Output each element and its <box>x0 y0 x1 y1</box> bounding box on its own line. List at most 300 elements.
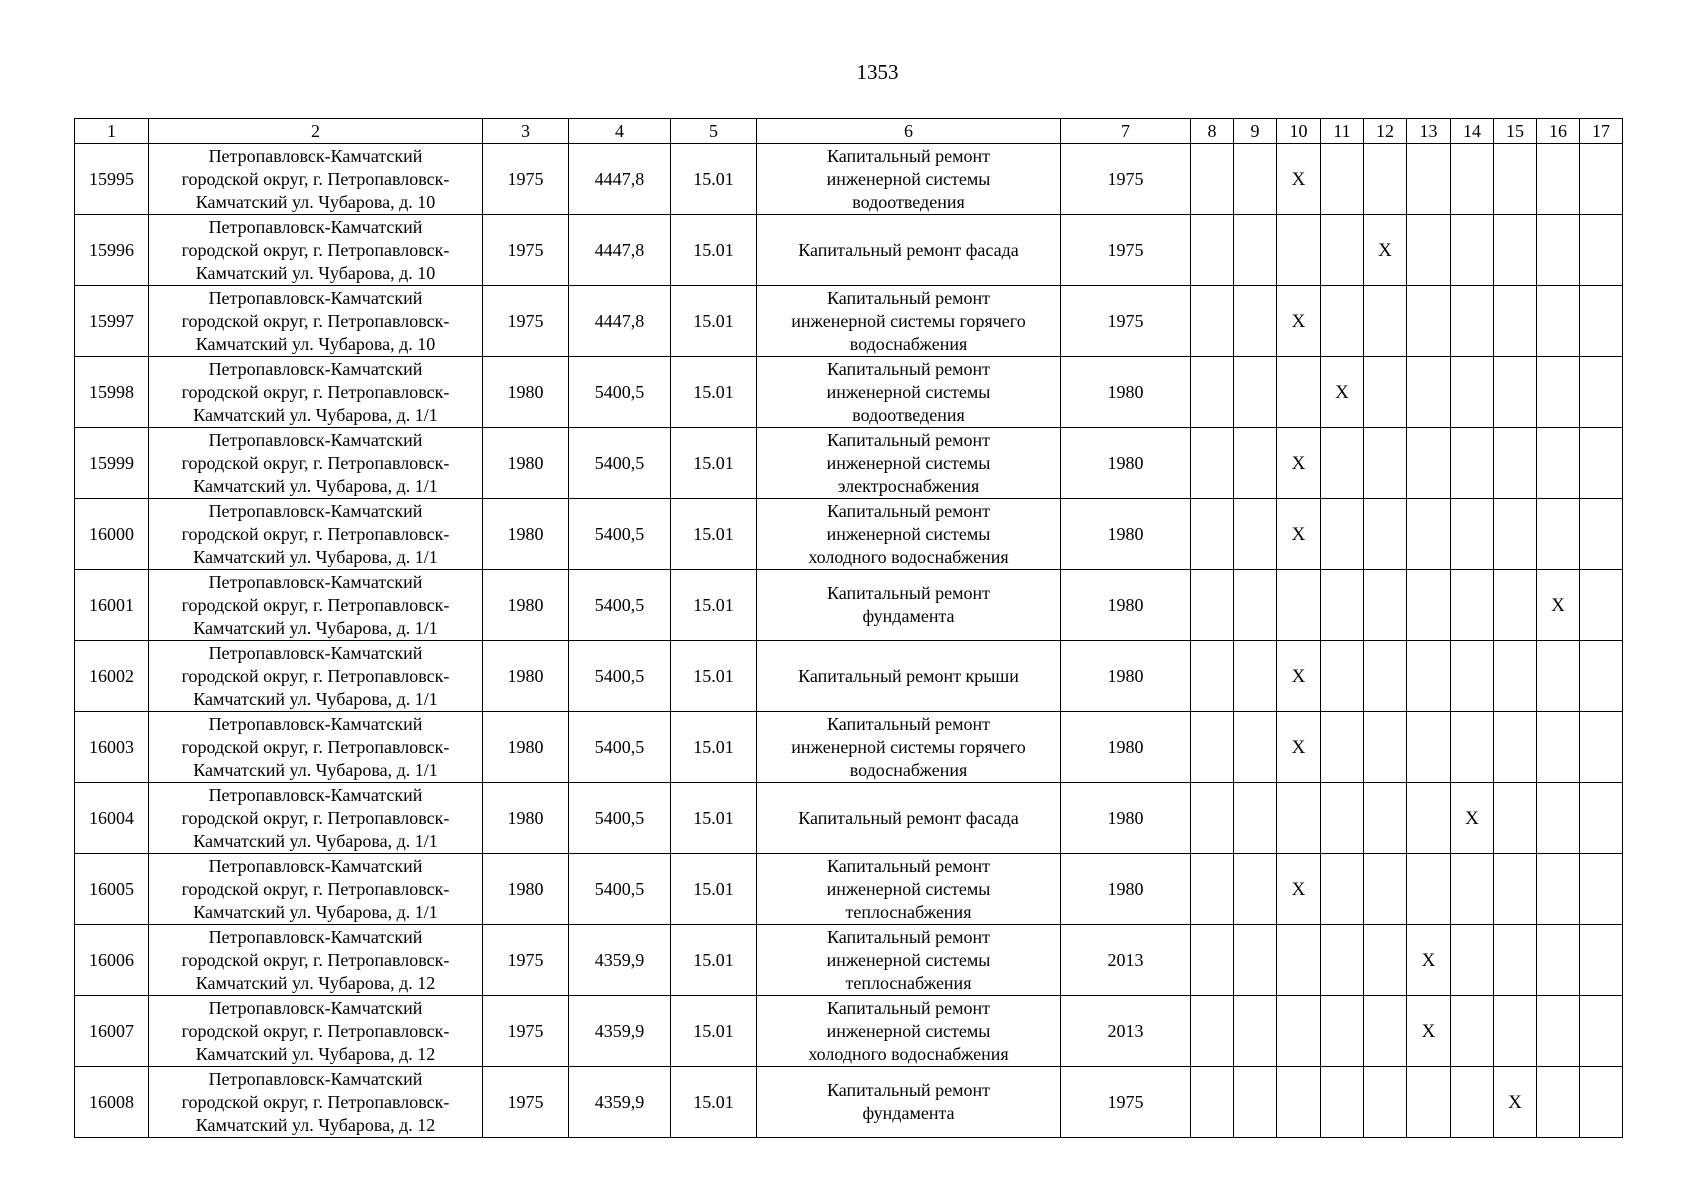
period-cell-8 <box>1191 712 1234 783</box>
code-cell: 15.01 <box>671 925 757 996</box>
column-header: 7 <box>1061 119 1191 144</box>
period-cell-10 <box>1277 1067 1321 1138</box>
period-cell-10 <box>1277 499 1321 570</box>
address-line: Камчатский ул. Чубарова, д. 1/1 <box>193 404 438 425</box>
period-cell-15 <box>1494 499 1537 570</box>
area-cell: 4447,8 <box>569 144 671 215</box>
work-type-cell <box>757 854 1061 925</box>
x-mark: X <box>1421 1020 1436 1042</box>
period-cell-15 <box>1494 357 1537 428</box>
period-cell-12 <box>1364 144 1407 215</box>
address-cell <box>149 357 483 428</box>
repair-year-cell: 1980 <box>1061 357 1191 428</box>
period-cell-15 <box>1494 428 1537 499</box>
period-cell-10 <box>1277 996 1321 1067</box>
address-cell <box>149 783 483 854</box>
period-cell-8 <box>1191 286 1234 357</box>
x-mark: X <box>1335 381 1349 403</box>
address-line: городской округ, г. Петропавловск- <box>181 310 450 331</box>
x-mark: X <box>1291 168 1306 190</box>
work-type-line: инженерной системы горячего <box>791 736 1026 757</box>
column-header: 16 <box>1537 119 1580 144</box>
period-cell-17 <box>1580 641 1623 712</box>
work-type-line: инженерной системы <box>826 452 991 473</box>
work-type-cell <box>757 712 1061 783</box>
period-cell-10 <box>1277 641 1321 712</box>
table-row <box>75 854 1623 925</box>
work-type-cell <box>757 499 1061 570</box>
address-line: городской округ, г. Петропавловск- <box>181 452 450 473</box>
period-cell-15 <box>1494 215 1537 286</box>
work-type-cell <box>757 996 1061 1067</box>
work-type-line: инженерной системы <box>826 878 991 899</box>
work-type-line: Капитальный ремонт <box>827 358 990 379</box>
work-type-line: инженерной системы <box>826 523 991 544</box>
period-cell-8 <box>1191 144 1234 215</box>
period-cell-15 <box>1494 570 1537 641</box>
work-type-line: Капитальный ремонт <box>827 1080 990 1100</box>
table-row <box>75 996 1623 1067</box>
address-line: Петропавловск-Камчатский <box>208 1068 423 1089</box>
address-line: городской округ, г. Петропавловск- <box>181 168 450 189</box>
period-cell-16 <box>1537 783 1580 854</box>
period-cell-11 <box>1321 428 1364 499</box>
code-cell: 15.01 <box>671 854 757 925</box>
address-line: Петропавловск-Камчатский <box>208 926 423 947</box>
period-cell-12 <box>1364 570 1407 641</box>
row-number-cell: 16007 <box>75 996 149 1067</box>
period-cell-16 <box>1537 996 1580 1067</box>
address-line: городской округ, г. Петропавловск- <box>181 594 450 615</box>
period-cell-16 <box>1537 712 1580 783</box>
address-line: городской округ, г. Петропавловск- <box>181 878 450 899</box>
period-cell-11 <box>1321 144 1364 215</box>
period-cell-14 <box>1451 215 1494 286</box>
period-cell-13 <box>1407 286 1451 357</box>
x-mark: X <box>1508 1091 1522 1113</box>
period-cell-13 <box>1407 712 1451 783</box>
period-cell-13 <box>1407 996 1451 1067</box>
build-year-cell: 1975 <box>483 144 569 215</box>
period-cell-9 <box>1234 144 1277 215</box>
build-year-cell: 1980 <box>483 357 569 428</box>
address-line: городской округ, г. Петропавловск- <box>181 807 450 828</box>
table-row <box>75 144 1623 215</box>
period-cell-8 <box>1191 1067 1234 1138</box>
column-header: 11 <box>1321 119 1364 144</box>
column-header: 12 <box>1364 119 1407 144</box>
column-header: 9 <box>1234 119 1277 144</box>
work-type-line: теплоснабжения <box>845 901 972 922</box>
period-cell-17 <box>1580 428 1623 499</box>
period-cell-8 <box>1191 925 1234 996</box>
address-line: Петропавловск-Камчатский <box>208 429 423 450</box>
work-type-line: Капитальный ремонт <box>827 997 990 1018</box>
address-cell <box>149 428 483 499</box>
period-cell-9 <box>1234 215 1277 286</box>
area-cell: 5400,5 <box>569 428 671 499</box>
column-header: 10 <box>1277 119 1321 144</box>
address-line: Камчатский ул. Чубарова, д. 1/1 <box>193 546 438 567</box>
area-cell: 5400,5 <box>569 783 671 854</box>
address-line: Петропавловск-Камчатский <box>208 145 423 166</box>
period-cell-9 <box>1234 641 1277 712</box>
repair-year-cell: 1980 <box>1061 570 1191 641</box>
period-cell-10 <box>1277 215 1321 286</box>
build-year-cell: 1980 <box>483 641 569 712</box>
row-number-cell: 15998 <box>75 357 149 428</box>
period-cell-16 <box>1537 357 1580 428</box>
address-cell <box>149 925 483 996</box>
period-cell-16 <box>1537 428 1580 499</box>
code-cell: 15.01 <box>671 144 757 215</box>
period-cell-14 <box>1451 996 1494 1067</box>
period-cell-12 <box>1364 286 1407 357</box>
table-row <box>75 499 1623 570</box>
period-cell-12 <box>1364 641 1407 712</box>
period-cell-14 <box>1451 641 1494 712</box>
period-cell-11 <box>1321 925 1364 996</box>
work-type-cell <box>757 357 1061 428</box>
period-cell-17 <box>1580 854 1623 925</box>
repair-year-cell: 2013 <box>1061 996 1191 1067</box>
work-type-cell <box>757 783 1061 854</box>
period-cell-17 <box>1580 712 1623 783</box>
address-line: городской округ, г. Петропавловск- <box>181 736 450 757</box>
period-cell-17 <box>1580 996 1623 1067</box>
repair-year-cell: 1975 <box>1061 286 1191 357</box>
period-cell-16 <box>1537 570 1580 641</box>
row-number-cell: 16006 <box>75 925 149 996</box>
period-cell-10 <box>1277 428 1321 499</box>
repair-year-cell: 1980 <box>1061 428 1191 499</box>
period-cell-14 <box>1451 499 1494 570</box>
period-cell-15 <box>1494 712 1537 783</box>
period-cell-12 <box>1364 357 1407 428</box>
period-cell-9 <box>1234 428 1277 499</box>
period-cell-9 <box>1234 286 1277 357</box>
period-cell-16 <box>1537 641 1580 712</box>
column-header: 13 <box>1407 119 1451 144</box>
address-line: Петропавловск-Камчатский <box>208 642 423 663</box>
address-cell <box>149 854 483 925</box>
address-line: Камчатский ул. Чубарова, д. 1/1 <box>193 617 438 638</box>
work-type-cell <box>757 286 1061 357</box>
row-number-cell: 16000 <box>75 499 149 570</box>
period-cell-15 <box>1494 996 1537 1067</box>
period-cell-9 <box>1234 925 1277 996</box>
period-cell-11 <box>1321 357 1364 428</box>
period-cell-12 <box>1364 499 1407 570</box>
repair-year-cell: 2013 <box>1061 925 1191 996</box>
work-type-line: Капитальный ремонт <box>827 145 990 166</box>
code-cell: 15.01 <box>671 641 757 712</box>
column-header: 2 <box>149 119 483 144</box>
period-cell-17 <box>1580 925 1623 996</box>
address-cell <box>149 570 483 641</box>
code-cell: 15.01 <box>671 570 757 641</box>
table-row <box>75 712 1623 783</box>
period-cell-14 <box>1451 854 1494 925</box>
repair-year-cell: 1975 <box>1061 1067 1191 1138</box>
period-cell-14 <box>1451 712 1494 783</box>
work-type-line: инженерной системы горячего <box>791 310 1026 331</box>
table-row <box>75 925 1623 996</box>
period-cell-8 <box>1191 357 1234 428</box>
period-cell-8 <box>1191 428 1234 499</box>
address-line: городской округ, г. Петропавловск- <box>181 239 450 260</box>
period-cell-17 <box>1580 570 1623 641</box>
period-cell-17 <box>1580 357 1623 428</box>
area-cell: 4447,8 <box>569 286 671 357</box>
period-cell-12 <box>1364 783 1407 854</box>
work-type-line: холодного водоснабжения <box>808 546 1009 567</box>
period-cell-12 <box>1364 854 1407 925</box>
period-cell-14 <box>1451 925 1494 996</box>
row-number-cell: 15996 <box>75 215 149 286</box>
address-cell <box>149 215 483 286</box>
work-type-line: Капитальный ремонт <box>827 429 990 450</box>
column-header-row <box>75 119 1623 144</box>
period-cell-11 <box>1321 641 1364 712</box>
table-row <box>75 783 1623 854</box>
work-type-line: Капитальный ремонт фасада <box>798 807 1019 828</box>
period-cell-17 <box>1580 1067 1623 1138</box>
table-row <box>75 215 1623 286</box>
period-cell-13 <box>1407 783 1451 854</box>
period-cell-14 <box>1451 783 1494 854</box>
address-line: Петропавловск-Камчатский <box>208 855 423 876</box>
address-cell <box>149 1067 483 1138</box>
work-type-line: электроснабжения <box>837 475 980 496</box>
period-cell-11 <box>1321 854 1364 925</box>
row-number-cell: 16003 <box>75 712 149 783</box>
address-line: Камчатский ул. Чубарова, д. 10 <box>195 262 436 283</box>
period-cell-9 <box>1234 499 1277 570</box>
address-line: Камчатский ул. Чубарова, д. 1/1 <box>193 759 438 780</box>
x-mark: X <box>1291 878 1306 900</box>
work-type-line: фундамента <box>862 1103 955 1123</box>
period-cell-17 <box>1580 499 1623 570</box>
period-cell-15 <box>1494 925 1537 996</box>
address-line: Петропавловск-Камчатский <box>208 997 423 1018</box>
period-cell-9 <box>1234 712 1277 783</box>
build-year-cell: 1980 <box>483 428 569 499</box>
table-row <box>75 286 1623 357</box>
period-cell-17 <box>1580 215 1623 286</box>
build-year-cell: 1975 <box>483 1067 569 1138</box>
period-cell-10 <box>1277 712 1321 783</box>
period-cell-16 <box>1537 144 1580 215</box>
address-cell <box>149 286 483 357</box>
build-year-cell: 1975 <box>483 286 569 357</box>
period-cell-9 <box>1234 1067 1277 1138</box>
table-row <box>75 1067 1623 1138</box>
x-mark: X <box>1291 736 1306 758</box>
period-cell-8 <box>1191 783 1234 854</box>
period-cell-14 <box>1451 570 1494 641</box>
period-cell-12 <box>1364 1067 1407 1138</box>
column-header: 4 <box>569 119 671 144</box>
period-cell-13 <box>1407 144 1451 215</box>
area-cell: 5400,5 <box>569 641 671 712</box>
work-type-line: инженерной системы <box>826 381 991 402</box>
work-type-cell <box>757 925 1061 996</box>
period-cell-11 <box>1321 215 1364 286</box>
period-cell-16 <box>1537 1067 1580 1138</box>
period-cell-9 <box>1234 570 1277 641</box>
repair-year-cell: 1975 <box>1061 215 1191 286</box>
period-cell-17 <box>1580 783 1623 854</box>
area-cell: 5400,5 <box>569 499 671 570</box>
area-cell: 4359,9 <box>569 925 671 996</box>
table-row <box>75 428 1623 499</box>
period-cell-14 <box>1451 286 1494 357</box>
code-cell: 15.01 <box>671 357 757 428</box>
row-number-cell: 16001 <box>75 570 149 641</box>
address-cell <box>149 144 483 215</box>
period-cell-8 <box>1191 641 1234 712</box>
period-cell-13 <box>1407 641 1451 712</box>
work-type-line: фундамента <box>862 606 955 626</box>
address-line: Камчатский ул. Чубарова, д. 10 <box>195 333 436 354</box>
row-number-cell: 16008 <box>75 1067 149 1138</box>
row-number-cell: 15995 <box>75 144 149 215</box>
address-line: Петропавловск-Камчатский <box>208 784 423 805</box>
period-cell-12 <box>1364 215 1407 286</box>
work-type-line: водоснабжения <box>849 333 968 354</box>
repair-year-cell: 1980 <box>1061 854 1191 925</box>
address-line: Петропавловск-Камчатский <box>208 287 423 308</box>
area-cell: 5400,5 <box>569 357 671 428</box>
period-cell-17 <box>1580 286 1623 357</box>
area-cell: 5400,5 <box>569 712 671 783</box>
address-line: Петропавловск-Камчатский <box>208 500 423 521</box>
address-line: городской округ, г. Петропавловск- <box>181 1020 450 1041</box>
registry-table <box>74 118 1623 1138</box>
column-header: 8 <box>1191 119 1234 144</box>
period-cell-14 <box>1451 1067 1494 1138</box>
work-type-line: Капитальный ремонт крыши <box>798 665 1019 686</box>
period-cell-11 <box>1321 570 1364 641</box>
period-cell-9 <box>1234 854 1277 925</box>
row-number-cell: 15999 <box>75 428 149 499</box>
page-number: 1353 <box>856 60 899 84</box>
row-number-cell: 15997 <box>75 286 149 357</box>
period-cell-16 <box>1537 215 1580 286</box>
period-cell-9 <box>1234 996 1277 1067</box>
code-cell: 15.01 <box>671 286 757 357</box>
work-type-line: инженерной системы <box>826 1020 991 1041</box>
address-line: Петропавловск-Камчатский <box>208 713 423 734</box>
x-mark: X <box>1291 452 1306 474</box>
address-cell <box>149 996 483 1067</box>
build-year-cell: 1980 <box>483 854 569 925</box>
address-line: Петропавловск-Камчатский <box>208 216 423 237</box>
area-cell: 4359,9 <box>569 1067 671 1138</box>
work-type-line: холодного водоснабжения <box>808 1043 1009 1064</box>
code-cell: 15.01 <box>671 783 757 854</box>
period-cell-13 <box>1407 854 1451 925</box>
code-cell: 15.01 <box>671 996 757 1067</box>
table-row <box>75 570 1623 641</box>
work-type-line: водоотведения <box>852 191 965 212</box>
repair-year-cell: 1975 <box>1061 144 1191 215</box>
address-line: Камчатский ул. Чубарова, д. 12 <box>195 972 436 993</box>
area-cell: 4359,9 <box>569 996 671 1067</box>
work-type-line: Капитальный ремонт фасада <box>798 239 1019 260</box>
period-cell-16 <box>1537 286 1580 357</box>
build-year-cell: 1980 <box>483 783 569 854</box>
period-cell-11 <box>1321 286 1364 357</box>
x-mark: X <box>1421 949 1436 971</box>
column-header: 17 <box>1580 119 1623 144</box>
address-line: Камчатский ул. Чубарова, д. 12 <box>195 1114 436 1135</box>
period-cell-15 <box>1494 286 1537 357</box>
area-cell: 5400,5 <box>569 570 671 641</box>
address-cell <box>149 499 483 570</box>
address-cell <box>149 641 483 712</box>
column-header: 5 <box>671 119 757 144</box>
code-cell: 15.01 <box>671 499 757 570</box>
code-cell: 15.01 <box>671 1067 757 1138</box>
period-cell-13 <box>1407 925 1451 996</box>
work-type-cell <box>757 570 1061 641</box>
period-cell-14 <box>1451 428 1494 499</box>
build-year-cell: 1975 <box>483 996 569 1067</box>
address-line: Камчатский ул. Чубарова, д. 1/1 <box>193 475 438 496</box>
period-cell-8 <box>1191 215 1234 286</box>
x-mark: X <box>1291 665 1306 687</box>
period-cell-15 <box>1494 854 1537 925</box>
period-cell-11 <box>1321 783 1364 854</box>
work-type-cell <box>757 1067 1061 1138</box>
work-type-line: Капитальный ремонт <box>827 926 990 947</box>
period-cell-16 <box>1537 499 1580 570</box>
period-cell-11 <box>1321 712 1364 783</box>
period-cell-10 <box>1277 783 1321 854</box>
period-cell-15 <box>1494 144 1537 215</box>
period-cell-9 <box>1234 783 1277 854</box>
period-cell-15 <box>1494 1067 1537 1138</box>
period-cell-10 <box>1277 854 1321 925</box>
period-cell-14 <box>1451 357 1494 428</box>
work-type-line: теплоснабжения <box>845 972 972 993</box>
row-number-cell: 16004 <box>75 783 149 854</box>
address-line: городской округ, г. Петропавловск- <box>181 523 450 544</box>
work-type-line: инженерной системы <box>826 949 991 970</box>
address-line: Камчатский ул. Чубарова, д. 12 <box>195 1043 436 1064</box>
period-cell-12 <box>1364 996 1407 1067</box>
work-type-line: инженерной системы <box>826 168 991 189</box>
period-cell-13 <box>1407 428 1451 499</box>
repair-year-cell: 1980 <box>1061 712 1191 783</box>
work-type-cell <box>757 428 1061 499</box>
period-cell-12 <box>1364 428 1407 499</box>
period-cell-13 <box>1407 1067 1451 1138</box>
period-cell-8 <box>1191 996 1234 1067</box>
period-cell-14 <box>1451 144 1494 215</box>
period-cell-9 <box>1234 357 1277 428</box>
address-line: городской округ, г. Петропавловск- <box>181 1091 450 1112</box>
area-cell: 5400,5 <box>569 854 671 925</box>
column-header: 6 <box>757 119 1061 144</box>
column-header: 3 <box>483 119 569 144</box>
column-header: 1 <box>75 119 149 144</box>
address-line: Петропавловск-Камчатский <box>208 571 423 592</box>
period-cell-16 <box>1537 854 1580 925</box>
period-cell-10 <box>1277 144 1321 215</box>
